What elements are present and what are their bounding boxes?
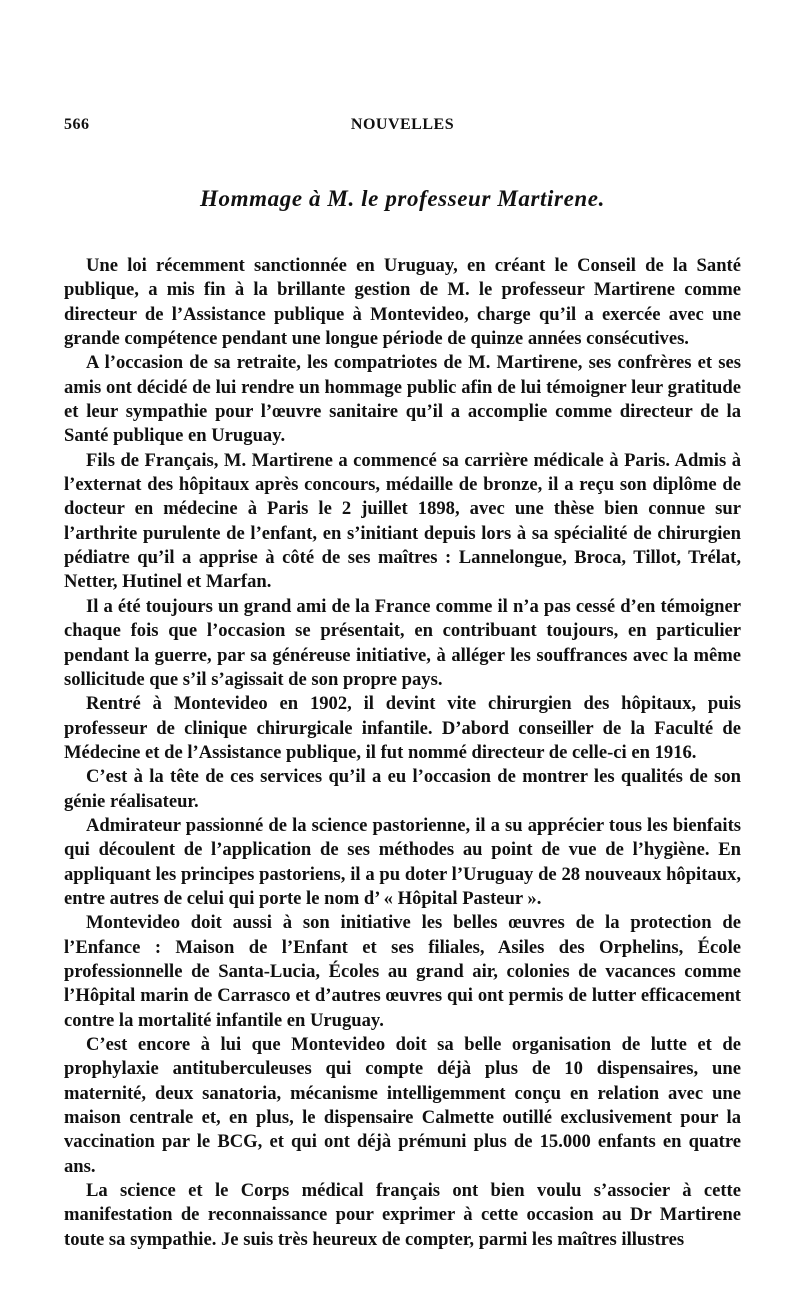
paragraph: Fils de Français, M. Martirene a commencé sa carrière médicale à Paris. Admis à l’externat des hôpitaux après concours, médaille de bronze, il a reçu son diplôme de docteur en médecine à Paris le 2 juillet 1898, avec une thèse bien connue sur l’arthrite purulente de l’enfant, en s’initiant depuis lors à sa spécialité de chirurgien pédiatre qu’il a apprise à côté de ses maîtres : Lannelongue, Broca, Tillot, Trélat, Netter, Hutinel et Marfan. <box>64 449 741 593</box>
paragraph: Une loi récemment sanctionnée en Uruguay, en créant le Conseil de la Santé publique, a mis fin à la brillante gestion de M. le professeur Martirene comme directeur de l’Assistance publique à Montevideo, charge qu’il a exercée avec une grande compétence pendant une longue période de quinze années consécutives. <box>64 255 741 350</box>
paragraph: La science et le Corps médical français ont bien voulu s’associer à cette manifestation de reconnaissance pour exprimer à cette occasion au Dr Martirene toute sa sympathie. Je suis très heureux de compter, parmi les maîtres illustres <box>64 1180 741 1250</box>
section-heading: NOUVELLES <box>350 116 455 133</box>
paragraph: Il a été toujours un grand ami de la France comme il n’a pas cessé d’en témoigner chaque fois que l’occasion se présentait, en contribuant toujours, en particulier pendant la guerre, par sa généreuse initiative, à alléger les souffrances avec la même sollicitude que s’il s’agissait de son propre pays. <box>64 595 741 690</box>
page-number: 566 <box>64 116 90 133</box>
paragraph: Admirateur passionné de la science pastorienne, il a su apprécier tous les bienfaits qui découlent de l’application de ses méthodes au point de vue de l’hygiène. En appliquant les principes pastoriens, il a pu doter l’Uruguay de 28 nouveaux hôpitaux, entre autres de celui qui porte le nom d’ « Hôpital Pasteur ». <box>64 814 741 909</box>
paragraph: C’est à la tête de ces services qu’il a eu l’occasion de montrer les qualités de son génie réalisateur. <box>64 766 741 812</box>
paragraph: C’est encore à lui que Montevideo doit sa belle organisation de lutte et de prophylaxie antituberculeuses qui compte déjà plus de 10 dispensaires, une maternité, deux sanatoria, mécanisme intelligemment conçu en relation avec une maison centrale et, en plus, le dispensaire Calmette outillé exclusivement pour la vaccination par le BCG, et qui ont déjà prémuni plus de 15.000 enfants en quatre ans. <box>64 1034 741 1177</box>
journal-page <box>64 112 741 1252</box>
article-body <box>64 254 741 1252</box>
paragraph: Rentré à Montevideo en 1902, il devint vite chirurgien des hôpitaux, puis professeur de clinique chirurgicale infantile. D’abord conseiller de la Faculté de Médecine et de l’Assistance publique, il fut nommé directeur de celle-ci en 1916. <box>64 693 741 763</box>
running-head <box>64 112 741 142</box>
article-title: Hommage à M. le professeur Martirene. <box>200 186 605 211</box>
paragraph: Montevideo doit aussi à son initiative les belles œuvres de la protection de l’Enfance : Maison de l’Enfant et ses filiales, Asiles des Orphelins, École professionnelle de Santa-Lucia, Écoles au grand air, colonies de vacances comme l’Hôpital marin de Carrasco et d’autres œuvres qui ont permis de lutter efficacement contre la mortalité infantile en Uruguay. <box>64 912 741 1031</box>
paragraph: A l’occasion de sa retraite, les compatriotes de M. Martirene, ses confrères et ses amis ont décidé de lui rendre un hommage public afin de lui témoigner leur gratitude et leur sympathie pour l’œuvre sanitaire qu’il a accomplie comme directeur de la Santé publique en Uruguay. <box>64 352 741 447</box>
